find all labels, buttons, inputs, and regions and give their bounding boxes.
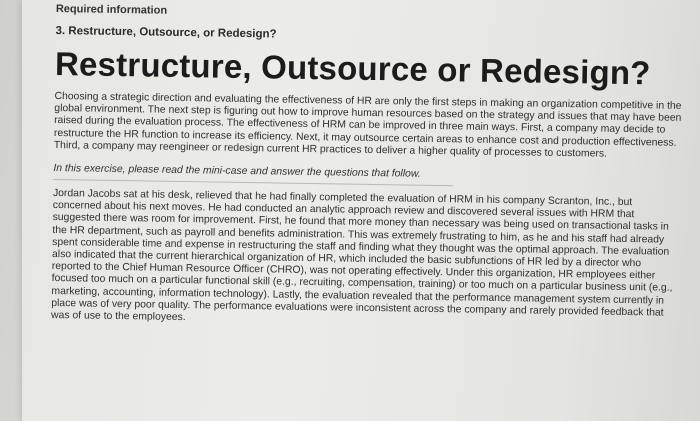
- mini-case-paragraph: Jordan Jacobs sat at his desk, relieved that he had finally completed the evaluation of HRM in his company Scranton, Inc., but concerned about his next moves. He had conducted an analytic approach review and discovered several issues with HRM that suggested there was room for improvement. First, he found that more money than necessary was being used on transactional tasks in the HR department, such as payroll and benefits administration. This was extremely frustrating to him, as he and his staff had already spent considerable time and expense in restructuring the staff and finding what they thought was the optimal approach. The evaluation also indicated that the current hierarchical organization of HR, which included the basic subfunctions of HR led by a director who reported to the Chief Human Resource Officer (CHRO), was not operating effectively. Under this organization, HR employees either focused too much on a particular functional skill (e.g., recruiting, compensation, training) or too much on a particular business unit (e.g., marketing, accounting, information technology). Lastly, the evaluation revealed that the performance management system currently in place was of very poor quality. The performance evaluations were inconsistent across the company and rarely provided feedback that was of use to the employees.: [50, 187, 673, 324]
- page-title: Restructure, Outsource or Redesign?: [54, 44, 651, 92]
- document-content: [51, 2, 686, 332]
- required-information-label: Required information: [55, 2, 168, 17]
- exercise-instruction: In this exercise, please read the mini-case and answer the questions that follow.: [53, 162, 421, 180]
- intro-paragraph: Choosing a strategic direction and evaluating the effectiveness of HR are only the first steps in making an organization competitive in the global environment. The next step is figuring out how to improve human resources based on the strategy and issues that may have been raised during the evaluation process. The effectiveness of HRM can be improved in three main ways. First, a company may decide to restructure the HR function to increase its efficiency. Next, it may outsource certain areas to enhance cost and production effectiveness. Third, a company may reengineer or redesign current HR practices to deliver a higher quality of processes to customers.: [53, 90, 682, 160]
- document-sheet: [22, 0, 700, 421]
- question-heading: 3. Restructure, Outsource, or Redesign?: [55, 24, 277, 41]
